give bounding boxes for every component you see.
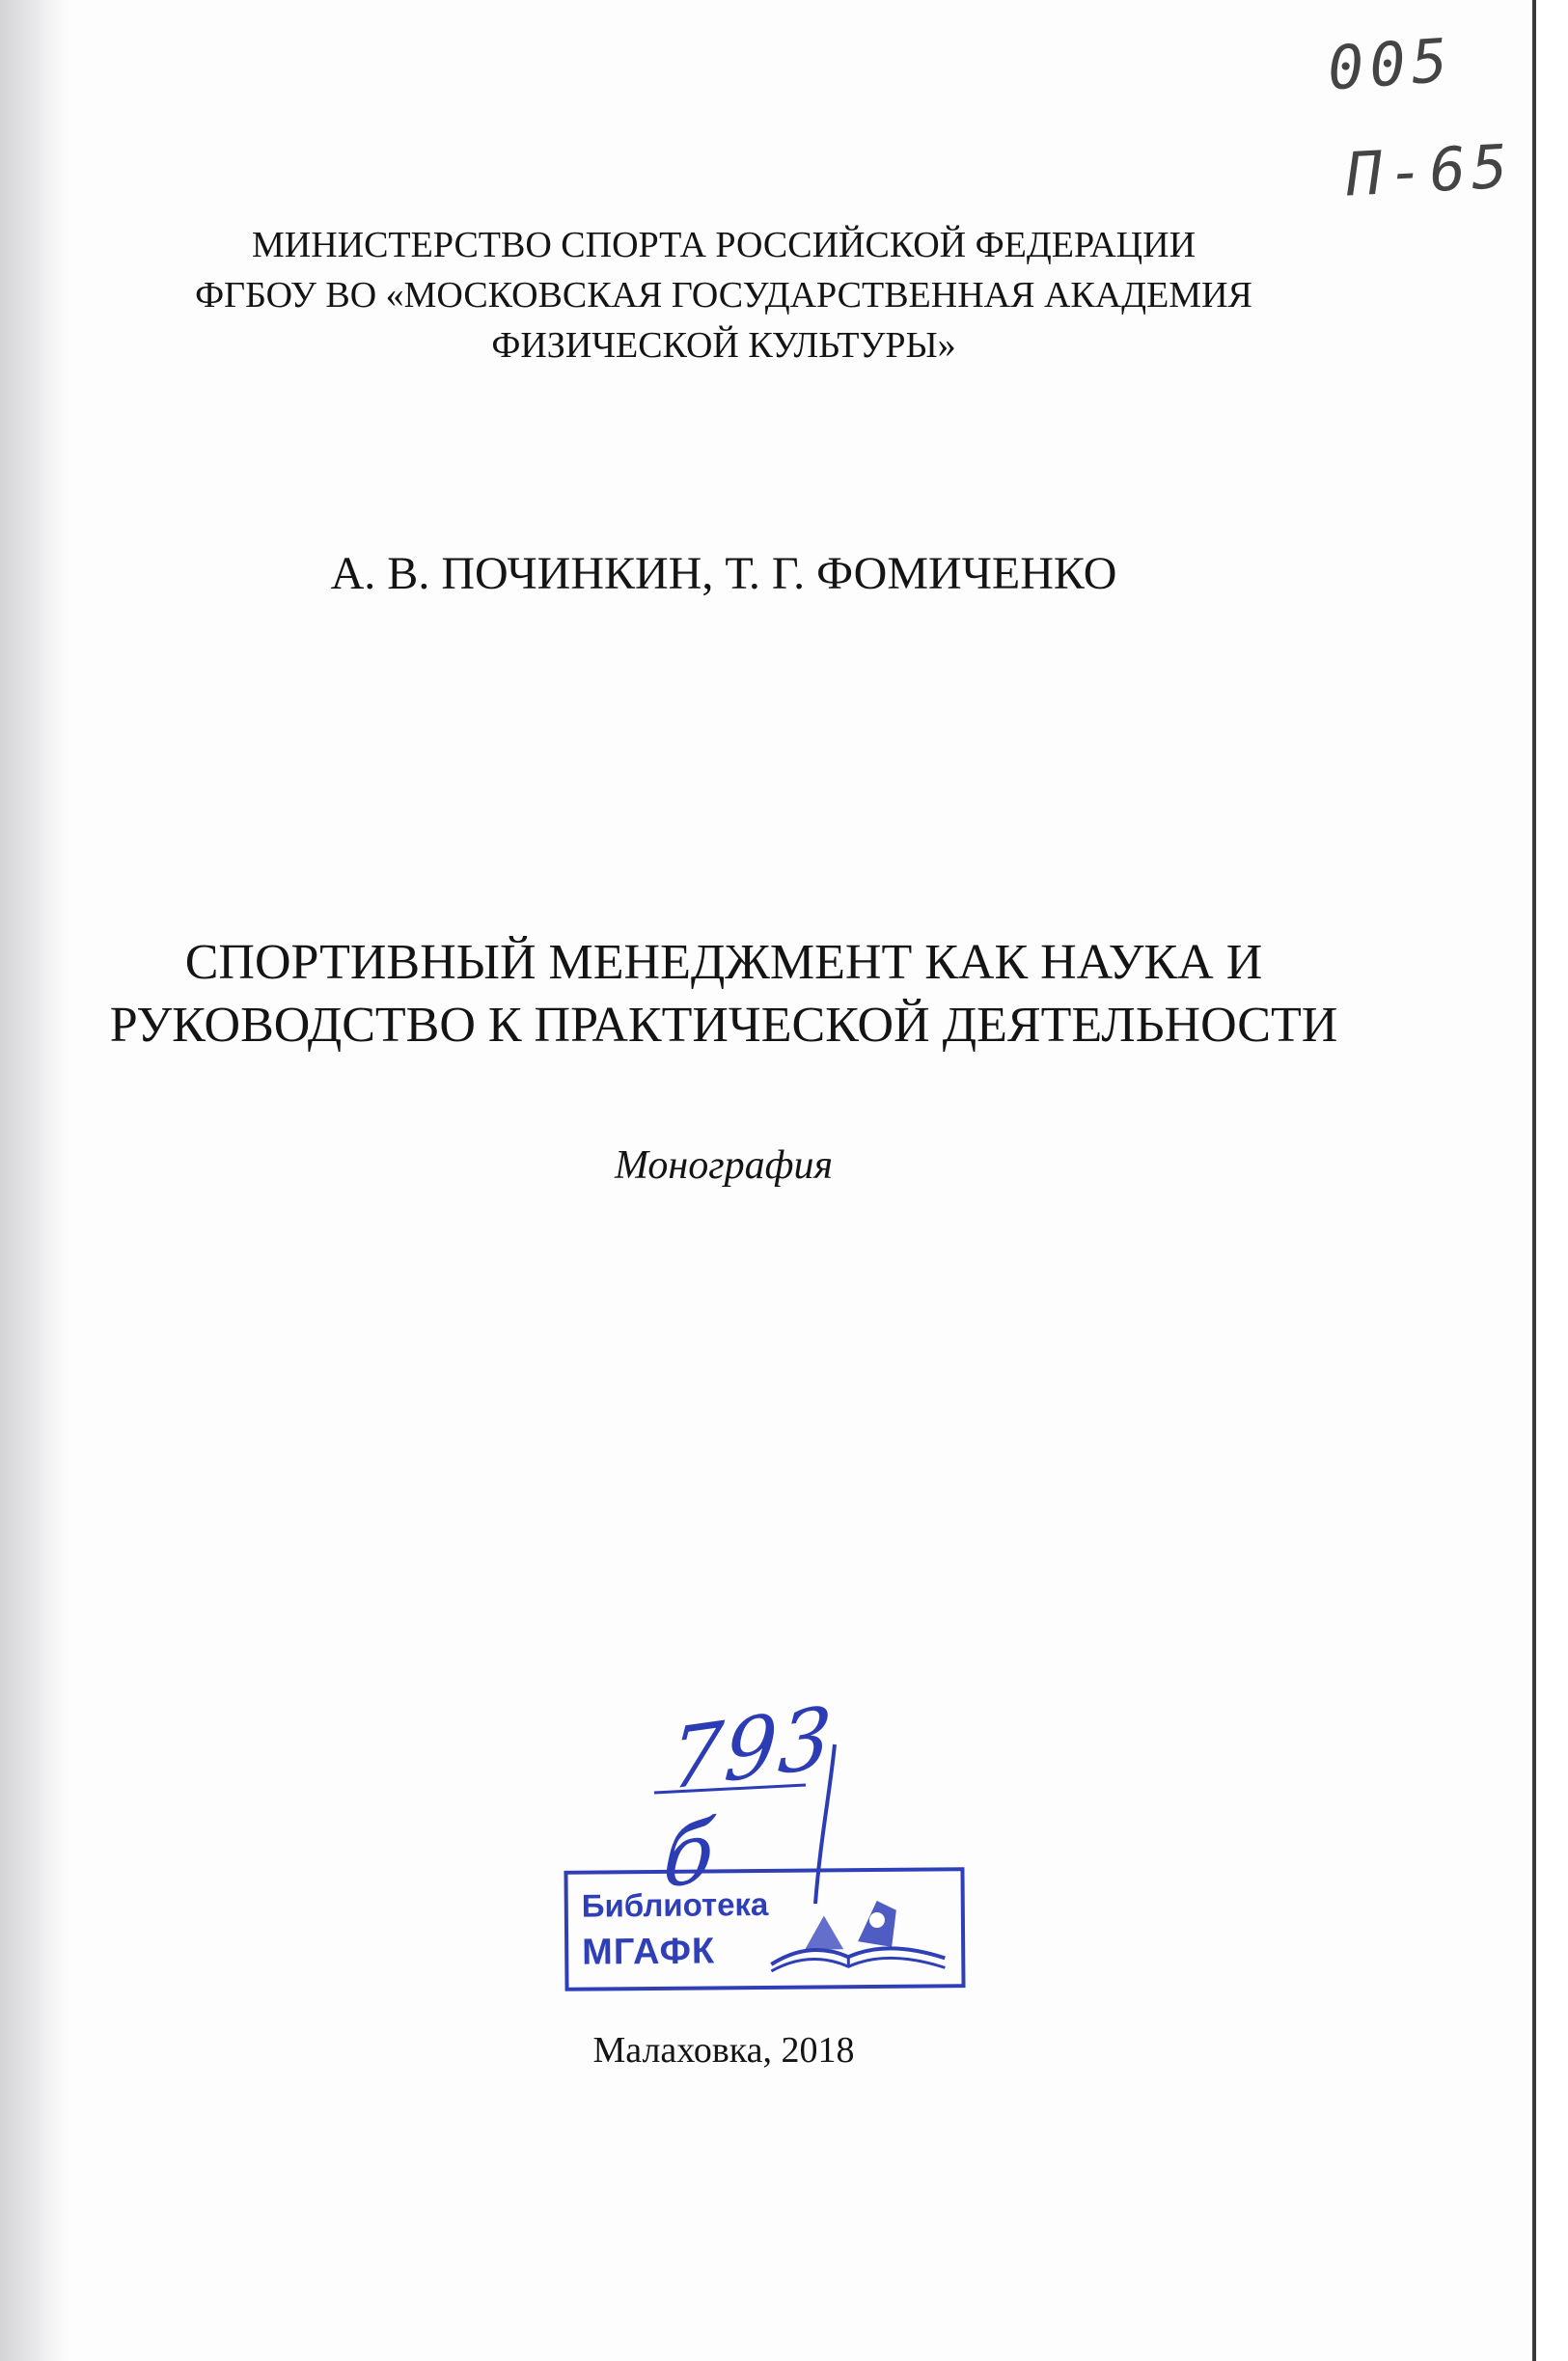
ministry-line-2: ФГБОУ ВО «МОСКОВСКАЯ ГОСУДАРСТВЕННАЯ АКАДЕМИЯ xyxy=(195,275,1252,316)
ministry-line-1: МИНИСТЕРСТВО СПОРТА РОССИЙСКОЙ ФЕДЕРАЦИИ xyxy=(251,225,1197,265)
authors: А. В. ПОЧИНКИН, Т. Г. ФОМИЧЕНКО xyxy=(330,548,1117,599)
ministry-line-3: ФИЗИЧЕСКОЙ КУЛЬТУРЫ» xyxy=(491,325,956,366)
shelf-mark: П-65 xyxy=(1344,130,1516,210)
book-title xyxy=(0,931,1447,1057)
library-stamp xyxy=(564,1867,965,1991)
stamp-line-2: МГАФК xyxy=(582,1931,716,1973)
genre: Монография xyxy=(615,1143,833,1188)
imprint: Малаховка, 2018 xyxy=(592,2030,855,2071)
inventory-number xyxy=(637,1677,907,1908)
classification-code: 005 xyxy=(1325,24,1456,104)
open-book-icon xyxy=(752,1881,955,1979)
stamp-line-1: Библиотека xyxy=(581,1885,769,1924)
ministry-header xyxy=(0,220,1447,371)
inventory-number-text: 793 б xyxy=(660,1688,837,1908)
title-line-1: СПОРТИВНЫЙ МЕНЕДЖМЕНТ КАК НАУКА И xyxy=(184,935,1263,990)
scan-margin xyxy=(1536,0,1568,2361)
title-line-2: РУКОВОДСТВО К ПРАКТИЧЕСКОЙ ДЕЯТЕЛЬНОСТИ xyxy=(109,998,1338,1053)
